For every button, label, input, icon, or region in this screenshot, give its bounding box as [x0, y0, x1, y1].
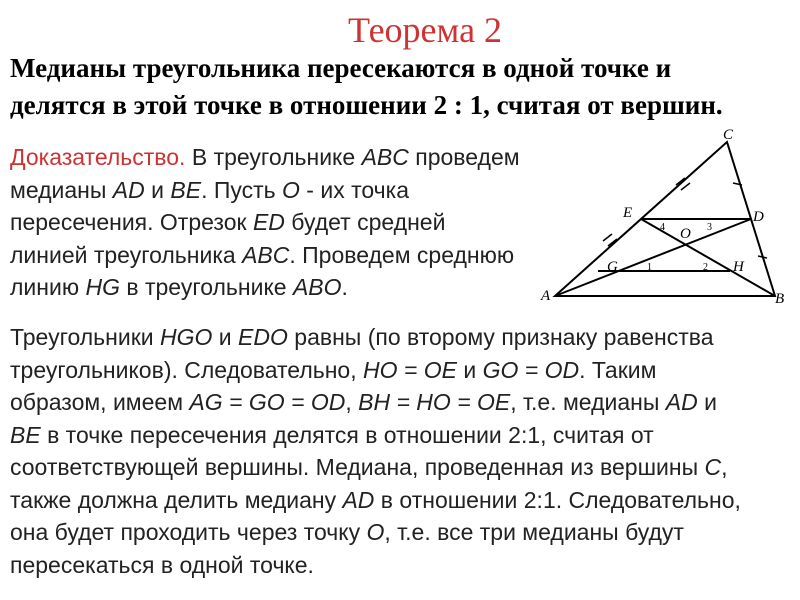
proof-continuation [10, 321, 790, 581]
segment-name: AD [342, 486, 375, 513]
text: и [456, 356, 483, 383]
angle-label-2: 2 [703, 262, 708, 273]
proof-line-4 [10, 239, 555, 272]
text: , [345, 389, 359, 415]
text: и [212, 324, 239, 350]
text: и [144, 176, 171, 203]
text: линию [10, 274, 86, 300]
text: и [697, 389, 717, 415]
text: также должна делить медиану [10, 486, 343, 513]
text: пересечения. Отрезок [10, 209, 253, 235]
equation: HO = OE [363, 356, 457, 383]
segment-name: AD [665, 389, 698, 415]
tick-mark [603, 234, 612, 241]
label-a: A [541, 288, 551, 304]
proof-line-2 [10, 174, 555, 207]
text: . Пусть [201, 176, 283, 203]
angle-label-1: 1 [647, 262, 652, 273]
segment-name: ED [252, 209, 285, 235]
text: , т.е. медианы [510, 389, 666, 415]
label-b: B [775, 291, 785, 307]
body-line-8: пересекаться в одной точке. [10, 551, 314, 578]
segment-name: AD [112, 176, 145, 203]
text: проведем [408, 144, 520, 170]
proof-paragraph [10, 141, 555, 304]
statement-line-1: Медианы треугольника пересекаются в одной точке и [10, 53, 672, 83]
text: . [341, 274, 348, 300]
text: образом, имеем [10, 389, 190, 415]
body-line-4 [10, 419, 790, 452]
segment-name: BE [10, 421, 41, 448]
tick-mark [681, 183, 690, 190]
equation: GO = OD [482, 356, 580, 383]
label-h: H [733, 259, 744, 275]
segment-name: BE [170, 176, 202, 203]
label-g: G [607, 259, 618, 275]
point-name: C [704, 454, 722, 480]
body-line-6 [10, 484, 790, 517]
text: треугольников). Следовательно, [10, 356, 364, 383]
body-line-1 [10, 321, 790, 354]
label-o: O [680, 226, 691, 242]
point-name: O [282, 176, 300, 203]
text: она будет проходить через точку [10, 519, 367, 545]
triangle-name: ABC [242, 241, 290, 268]
label-c: C [723, 127, 734, 143]
theorem-statement [10, 50, 790, 124]
text: в точке пересечения делятся в отношении 2:1, считая от [40, 421, 654, 448]
proof-line-5 [10, 271, 555, 304]
text: , т.е. все три медианы будут [384, 519, 684, 545]
proof-line-1 [10, 141, 555, 174]
text: равны (по второму признаку равенства [287, 324, 714, 350]
body-line-3 [10, 386, 790, 419]
triangle-name: EDO [238, 324, 288, 350]
text: . Таким [579, 356, 657, 383]
tick-mark [758, 256, 767, 258]
text: линией треугольника [10, 241, 243, 268]
text: будет средней [284, 209, 446, 235]
angle-label-4: 4 [660, 222, 665, 233]
proof-label: Доказательство. [10, 144, 186, 170]
equation: AG = GO = OD [189, 389, 346, 415]
segment-name: HG [85, 274, 120, 300]
text: Треугольники [10, 324, 161, 350]
text: В треугольнике [185, 144, 362, 170]
text: в треугольнике [119, 274, 293, 300]
label-e: E [623, 205, 633, 221]
statement-line-2: делятся в этой точке в отношении 2 : 1, считая от вершин. [10, 90, 723, 120]
text: в отношении 2:1. Следовательно, [374, 486, 741, 513]
text: - их точка [299, 176, 410, 203]
text: соответствующей вершины. Медиана, проведенная из вершины [10, 454, 705, 480]
body-line-5 [10, 451, 790, 484]
median-ad [555, 219, 751, 296]
equation: BH = HO = OE [358, 389, 511, 415]
angle-label-3: 3 [707, 222, 712, 233]
body-line-7 [10, 516, 790, 549]
point-name: O [366, 519, 385, 545]
text: . Проведем среднюю [289, 241, 515, 268]
triangle-name: ABC [361, 144, 409, 170]
triangle-diagram [535, 125, 795, 310]
text: медианы [10, 176, 113, 203]
triangle-name: ABO [292, 274, 342, 300]
label-d: D [753, 209, 764, 225]
body-line-2 [10, 354, 790, 387]
slide-title: Теорема 2 [347, 10, 503, 50]
proof-line-3 [10, 206, 555, 239]
triangle-name: HGO [160, 324, 213, 350]
text: , [721, 454, 728, 480]
